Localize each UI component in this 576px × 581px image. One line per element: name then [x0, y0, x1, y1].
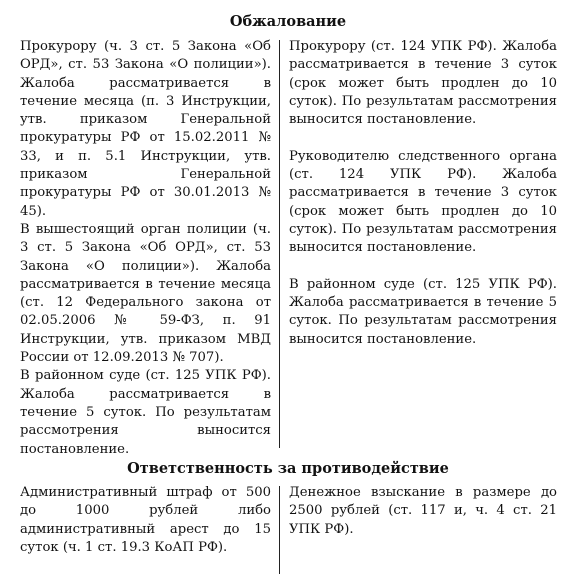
liability-left-column: [20, 484, 271, 557]
appeal-left-prosecutor: Прокурору (ч. 3 ст. 5 Закона «Об ОРД», ст. 53 Закона «О полиции»). Жалоба рассматривается в течение месяца (п. 3 Инструкции, утв. приказом Генеральной прокуратуры РФ от 15.02.2011 № 33, и п. 5.1 Инструкции, утв. приказом Генеральной прокуратуры РФ от 30.01.2013 № 45).: [20, 39, 271, 219]
appeal-right-prosecutor: Прокурору (ст. 124 УПК РФ). Жалоба рассматривается в течение 3 суток (срок может быть продлен до 10 суток). По результатам рассмотрения выносится постановление.: [289, 39, 557, 128]
appeal-right-investigator: Руководителю следственного органа (ст. 124 УПК РФ). Жалоба рассматривается в течение 3 суток (срок может быть продлен до 10 суток). По результатам рассмотрения выносится постановление.: [289, 148, 557, 256]
appeal-left-column: [20, 38, 271, 459]
column-divider: [279, 486, 280, 574]
appeal-table: [0, 38, 576, 457]
liability-right-column: [289, 484, 557, 539]
liability-right-text: Денежное взыскание в размере до 2500 рублей (ст. 117 и, ч. 4 ст. 21 УПК РФ).: [289, 485, 557, 537]
appeal-right-column: [289, 38, 557, 349]
appeal-left-police: В вышестоящий орган полиции (ч. 3 ст. 5 Закона «Об ОРД», ст. 53 Закона «О полиции»). Жалоба рассматривается в течение месяца (ст. 12 Федерального закона от 02.05.2006 № 59-ФЗ, п. 91 Инструкции, утв. приказом МВД России от 12.09.2013 № 707).: [20, 221, 271, 366]
column-divider: [279, 40, 280, 448]
liability-section-title: Ответственность за противодействие: [127, 460, 449, 477]
appeal-left-court: В районном суде (ст. 125 УПК РФ). Жалоба рассматривается в течение 5 суток. По результатам рассмотрения выносится постановление.: [20, 368, 271, 457]
liability-table: [0, 484, 576, 574]
liability-left-text: Административный штраф от 500 до 1000 рублей либо административный арест до 15 суток (ч. 1 ст. 19.3 КоАП РФ).: [20, 485, 271, 555]
appeal-section-title: Обжалование: [229, 13, 347, 30]
appeal-right-court: В районном суде (ст. 125 УПК РФ). Жалоба рассматривается в течение 5 суток. По результатам рассмотрения выносится постановление.: [289, 276, 557, 347]
